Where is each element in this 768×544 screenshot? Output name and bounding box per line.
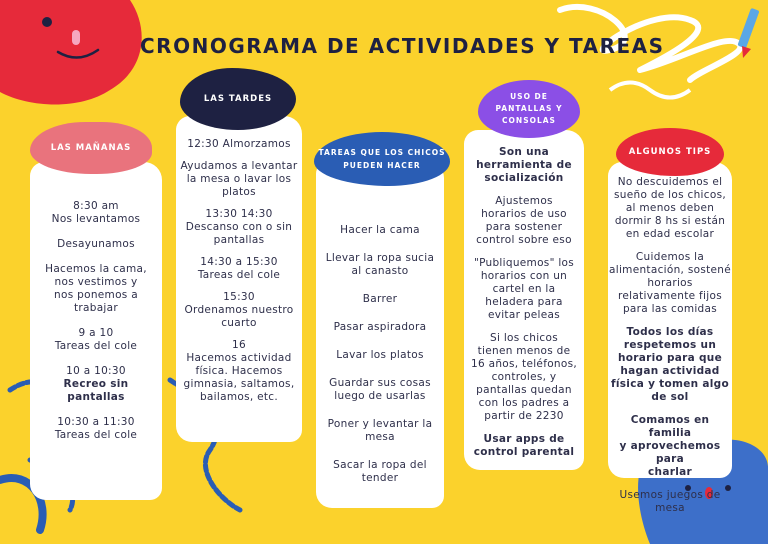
mananas-item bbox=[30, 365, 162, 404]
tardes-item-line: platos bbox=[222, 186, 256, 198]
tardes-item bbox=[176, 339, 302, 404]
mananas-item bbox=[30, 238, 162, 251]
tips-item bbox=[608, 176, 732, 241]
wavy-line-decoration bbox=[610, 83, 690, 98]
tardes-item-line: pantallas bbox=[213, 234, 265, 246]
tareas-item-line: al canasto bbox=[351, 265, 409, 277]
mananas-item-line: Tareas del cole bbox=[54, 429, 138, 441]
tareas-item-line: Poner y levantar la bbox=[327, 418, 433, 430]
header-mananas: LAS MAÑANAS bbox=[30, 122, 152, 174]
tardes-item-line: Ayudamos a levantar bbox=[180, 160, 298, 172]
tardes-item-line: 13:30 14:30 bbox=[205, 208, 273, 220]
pantallas-item-line: control sobre eso bbox=[476, 234, 572, 246]
card-pantallas bbox=[464, 130, 584, 470]
pantallas-item-line: heladera para bbox=[485, 296, 563, 308]
tareas-item-line: luego de usarlas bbox=[334, 390, 426, 402]
pantallas-item bbox=[464, 257, 584, 322]
mananas-item bbox=[30, 327, 162, 353]
tareas-item-line: Pasar aspiradora bbox=[333, 321, 427, 333]
tips-item bbox=[608, 326, 732, 404]
tareas-item bbox=[316, 377, 444, 403]
header-pantallas: USO DE PANTALLAS Y CONSOLAS bbox=[478, 80, 580, 138]
tips-item-line: hagan actividad bbox=[620, 365, 720, 377]
mananas-item-line: 9 a 10 bbox=[78, 327, 114, 339]
tips-item-line: Usemos juegos de bbox=[619, 489, 721, 501]
tips-item-line: respetemos un bbox=[623, 339, 717, 351]
tardes-item-line: 14:30 a 15:30 bbox=[200, 256, 278, 268]
tareas-item-line: Lavar los platos bbox=[336, 349, 424, 361]
tips-item-line: en edad escolar bbox=[625, 228, 715, 240]
mananas-item-line: Tareas del cole bbox=[54, 340, 138, 352]
tareas-item-line: tender bbox=[361, 472, 399, 484]
pantallas-item bbox=[464, 433, 584, 459]
tardes-item bbox=[176, 160, 302, 199]
tareas-item-line: Llevar la ropa sucia bbox=[325, 252, 435, 264]
tips-item-line: Comamos en familia bbox=[630, 414, 710, 439]
mananas-item-line: trabajar bbox=[73, 302, 119, 314]
mananas-item-line: nos ponemos a bbox=[54, 289, 138, 301]
card-tardes bbox=[176, 116, 302, 442]
tardes-item bbox=[176, 291, 302, 330]
pantallas-item bbox=[464, 146, 584, 185]
mananas-item-line: Hacemos la cama, bbox=[45, 263, 147, 275]
tardes-item bbox=[176, 256, 302, 282]
mananas-item-line: pantallas bbox=[67, 391, 125, 403]
tardes-item-line: 12:30 Almorzamos bbox=[187, 138, 291, 150]
tips-item-line: de sol bbox=[651, 391, 689, 403]
tardes-item-line: 15:30 bbox=[223, 291, 255, 303]
card-tips bbox=[608, 162, 732, 514]
tardes-item-line: 16 bbox=[232, 339, 246, 351]
pantallas-item-line: control parental bbox=[473, 446, 575, 458]
mananas-item bbox=[30, 200, 162, 226]
tips-item-line: horarios bbox=[647, 277, 693, 289]
pantallas-item-line: Ajustemos bbox=[495, 195, 553, 207]
pantallas-item-line: tienen menos de bbox=[477, 345, 571, 357]
pantallas-item-line: herramienta de bbox=[476, 159, 572, 171]
mananas-item-line: nos vestimos y bbox=[54, 276, 138, 288]
pantallas-item-line: con los padres a bbox=[478, 397, 570, 409]
tips-item-line: sueño de los chicos, bbox=[614, 189, 726, 201]
tareas-item bbox=[316, 224, 444, 237]
tips-item-line: Cuidemos la bbox=[635, 251, 705, 263]
pantallas-item-line: partir de 2230 bbox=[484, 410, 564, 422]
tips-item-line: charlar bbox=[648, 466, 692, 478]
tardes-item-line: Ordenamos nuestro bbox=[184, 304, 294, 316]
tardes-item-line: física. Hacemos bbox=[195, 365, 283, 377]
pantallas-item-line: cartel en la bbox=[492, 283, 556, 295]
tareas-item bbox=[316, 293, 444, 306]
pantallas-item-line: para sostener bbox=[485, 221, 563, 233]
mananas-item-line: 10 a 10:30 bbox=[66, 365, 126, 377]
pantallas-item-line: horarios con un bbox=[480, 270, 568, 282]
tardes-item-line: gimnasia, saltamos, bbox=[183, 378, 295, 390]
mananas-item-line: Nos levantamos bbox=[51, 213, 141, 225]
tips-item bbox=[608, 251, 732, 316]
pantallas-item-line: controles, y bbox=[491, 371, 557, 383]
tareas-item bbox=[316, 349, 444, 362]
tips-item-line: al menos deben bbox=[625, 202, 715, 214]
tips-item-line: física y tomen algo bbox=[610, 378, 730, 390]
tareas-item-line: mesa bbox=[365, 431, 395, 443]
tips-item bbox=[608, 414, 732, 479]
tips-item-line: horario para que bbox=[617, 352, 723, 364]
tips-item-line: Todos los días bbox=[626, 326, 714, 338]
tareas-item-line: Hacer la cama bbox=[340, 224, 420, 236]
card-tareas bbox=[316, 160, 444, 508]
pantallas-item bbox=[464, 195, 584, 247]
header-tardes: LAS TARDES bbox=[180, 68, 296, 130]
pantallas-item-line: "Publiquemos" los bbox=[473, 257, 575, 269]
tareas-item-line: Guardar sus cosas bbox=[329, 377, 431, 389]
tareas-item bbox=[316, 459, 444, 485]
mananas-item-line bbox=[30, 378, 162, 391]
page-title: CRONOGRAMA DE ACTIVIDADES Y TAREAS bbox=[140, 34, 665, 58]
blob-eye-dot bbox=[42, 17, 52, 27]
tips-item-line: dormir 8 hs si están bbox=[614, 215, 726, 227]
tareas-item bbox=[316, 418, 444, 444]
mananas-item-text: Recreo bbox=[63, 378, 111, 390]
tardes-item-line: cuarto bbox=[221, 317, 257, 329]
mananas-item-bold: sin bbox=[110, 378, 129, 390]
tareas-item bbox=[316, 321, 444, 334]
tardes-item-line: Hacemos actividad bbox=[186, 352, 292, 364]
tips-item-line: mesa bbox=[655, 502, 685, 514]
pantallas-item-line: evitar peleas bbox=[487, 309, 561, 321]
tips-item-line: No descuidemos el bbox=[617, 176, 723, 188]
tips-item bbox=[608, 489, 732, 515]
tardes-item-line: bailamos, etc. bbox=[199, 391, 279, 403]
header-tips: ALGUNOS TIPS bbox=[616, 128, 724, 176]
pantallas-item-line: pantallas quedan bbox=[476, 384, 572, 396]
tips-item-line: relativamente fijos bbox=[618, 290, 722, 302]
mananas-item-line: 8:30 am bbox=[73, 200, 119, 212]
mananas-item bbox=[30, 416, 162, 442]
pantallas-item-line: 16 años, teléfonos, bbox=[470, 358, 578, 370]
pantallas-item-line: Si los chicos bbox=[490, 332, 558, 344]
tardes-item bbox=[176, 208, 302, 247]
tardes-item bbox=[176, 138, 302, 151]
tardes-item-line: la mesa o lavar los bbox=[186, 173, 292, 185]
tips-item-line: alimentación, sostené bbox=[609, 264, 731, 276]
tips-item-line: para las comidas bbox=[622, 303, 718, 315]
mananas-item-line: 10:30 a 11:30 bbox=[57, 416, 135, 428]
pantallas-item-line: Usar apps de bbox=[483, 433, 565, 445]
mananas-item bbox=[30, 263, 162, 315]
pantallas-item bbox=[464, 332, 584, 423]
tips-item-line: y aprovechemos para bbox=[619, 440, 721, 465]
mananas-item-line: Desayunamos bbox=[57, 238, 135, 250]
tareas-item-line: Sacar la ropa del bbox=[333, 459, 427, 471]
tareas-item bbox=[316, 252, 444, 278]
card-mananas bbox=[30, 162, 162, 500]
tardes-item-line: Tareas del cole bbox=[197, 269, 281, 281]
pantallas-item-line: horarios de uso bbox=[481, 208, 567, 220]
pantallas-item-line: Son una bbox=[498, 146, 550, 158]
tardes-item-line: Descanso con o sin bbox=[185, 221, 293, 233]
pantallas-item-line: socialización bbox=[484, 172, 564, 184]
tareas-item-line: Barrer bbox=[362, 293, 398, 305]
header-tareas: TAREAS QUE LOS CHICOS PUEDEN HACER bbox=[314, 132, 450, 186]
